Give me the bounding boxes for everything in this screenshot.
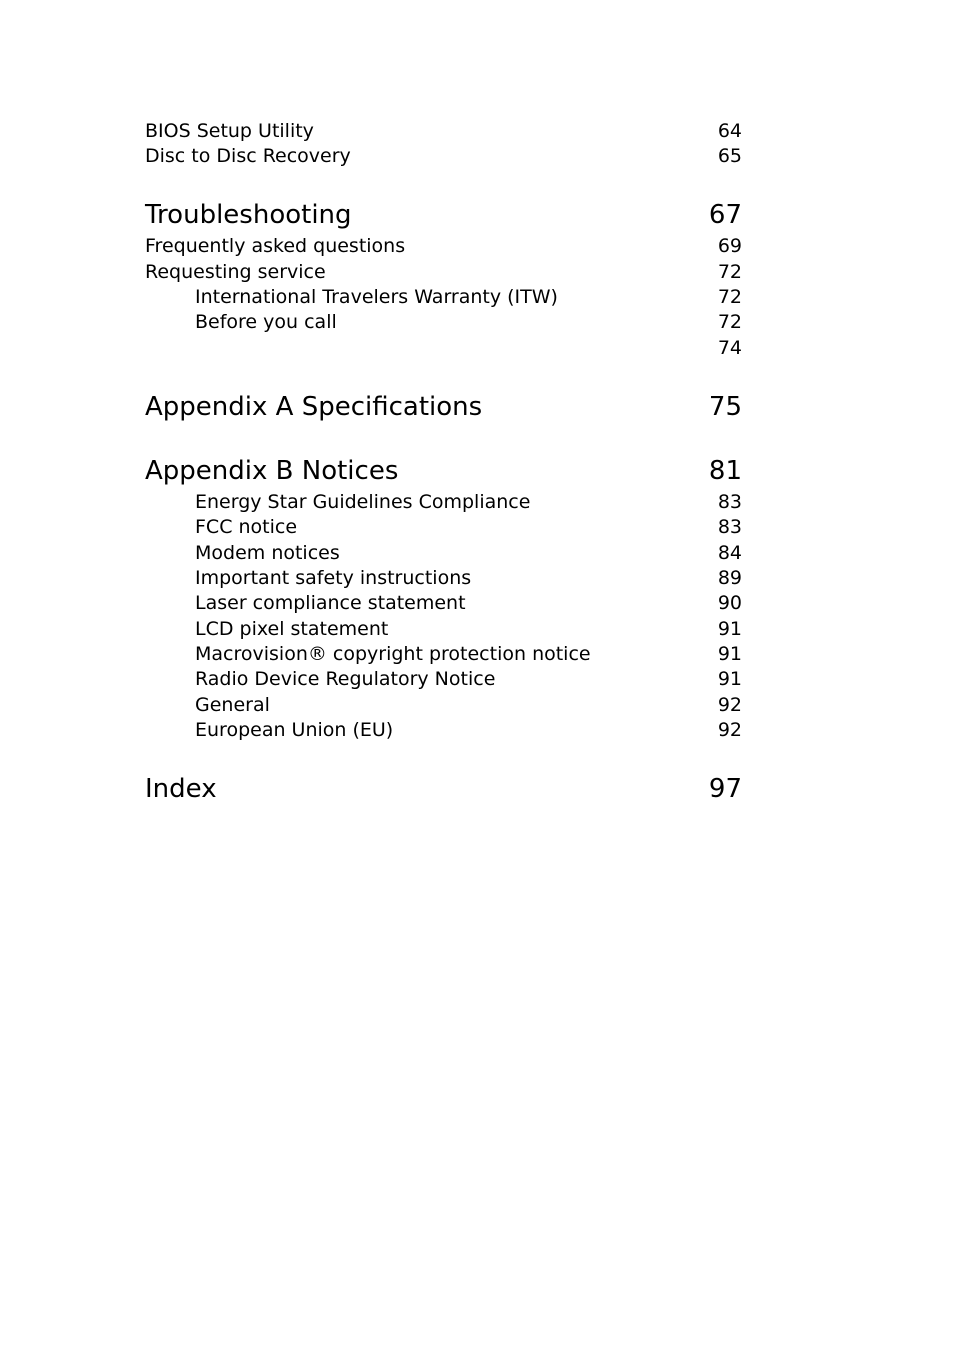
toc-chapter-appendix-b[interactable] [145,454,742,488]
toc-entry-page: 72 [717,261,742,283]
toc-entry-title: Requesting service [145,261,326,283]
toc-subentry-page: 92 [717,719,742,741]
toc-chapter-page: 97 [708,774,742,804]
toc-entry-title: BIOS Setup Utility [145,120,314,142]
toc-subentry[interactable] [145,540,742,566]
toc-subentry-title: Modem notices [195,542,340,564]
toc-subentry-page: 91 [717,643,742,665]
toc-entry[interactable] [145,118,742,144]
toc-chapter-title: Troubleshooting [145,200,352,230]
toc-chapter-page: 75 [708,392,742,422]
toc-chapter-appendix-a[interactable] [145,390,742,424]
toc-subentry-page: 91 [717,618,742,640]
toc-subentry-title: Laser compliance statement [195,592,466,614]
toc-subentry[interactable] [145,616,742,642]
toc-subentry-page: 83 [717,491,742,513]
toc-subentry[interactable] [145,309,742,335]
toc-subentry-page: 92 [717,694,742,716]
toc-subentry-title: International Travelers Warranty (ITW) [195,286,558,308]
toc-entry-title: Disc to Disc Recovery [145,145,351,167]
toc-subentry-title: Macrovision® copyright protection notice [195,643,591,665]
toc-subentry-title: Important safety instructions [195,567,472,589]
toc-subentry[interactable] [145,641,742,667]
toc-subentry[interactable] [145,565,742,591]
toc-subentry[interactable] [145,284,742,310]
toc-chapter-title: Appendix B Notices [145,456,399,486]
toc-subentry[interactable] [145,514,742,540]
toc-entry-title: Frequently asked questions [145,235,406,257]
toc-subentry-page: 91 [717,668,742,690]
toc-subentry-page: 89 [717,567,742,589]
toc-entry-page: 64 [717,120,742,142]
toc-subentry[interactable] [145,335,742,361]
toc-subentry-page: 74 [717,337,742,359]
toc-subentry-title: LCD pixel statement [195,618,389,640]
toc-subentry-page: 84 [717,542,742,564]
toc-subentry-page: 72 [717,286,742,308]
toc-subentry-title: General [195,694,270,716]
toc-subentry[interactable] [145,590,742,616]
toc-subentry-title: Energy Star Guidelines Compliance [195,491,531,513]
toc-chapter-index[interactable] [145,772,742,806]
toc-chapter-page: 67 [708,200,742,230]
toc-subentry-title: FCC notice [195,516,298,538]
toc-subentry[interactable] [145,717,742,743]
toc-entry[interactable] [145,143,742,169]
toc-chapter-page: 81 [708,456,742,486]
toc-subentry-title: Before you call [195,311,337,333]
toc-subentry-page: 83 [717,516,742,538]
toc-entry-page: 69 [717,235,742,257]
toc-chapter-title: Index [145,774,217,804]
toc-chapter-title: Appendix A Specifications [145,392,483,422]
toc-subentry[interactable] [145,692,742,718]
toc-subentry[interactable] [145,489,742,515]
toc-subentry-page: 72 [717,311,742,333]
toc-subentry[interactable] [145,666,742,692]
toc-entry[interactable] [145,233,742,259]
toc-entry-page: 65 [717,145,742,167]
toc-entry[interactable] [145,259,742,285]
toc-subentry-title: Radio Device Regulatory Notice [195,668,496,690]
toc-subentry-title: European Union (EU) [195,719,394,741]
toc-subentry-page: 90 [717,592,742,614]
toc-chapter-troubleshooting[interactable] [145,198,742,232]
